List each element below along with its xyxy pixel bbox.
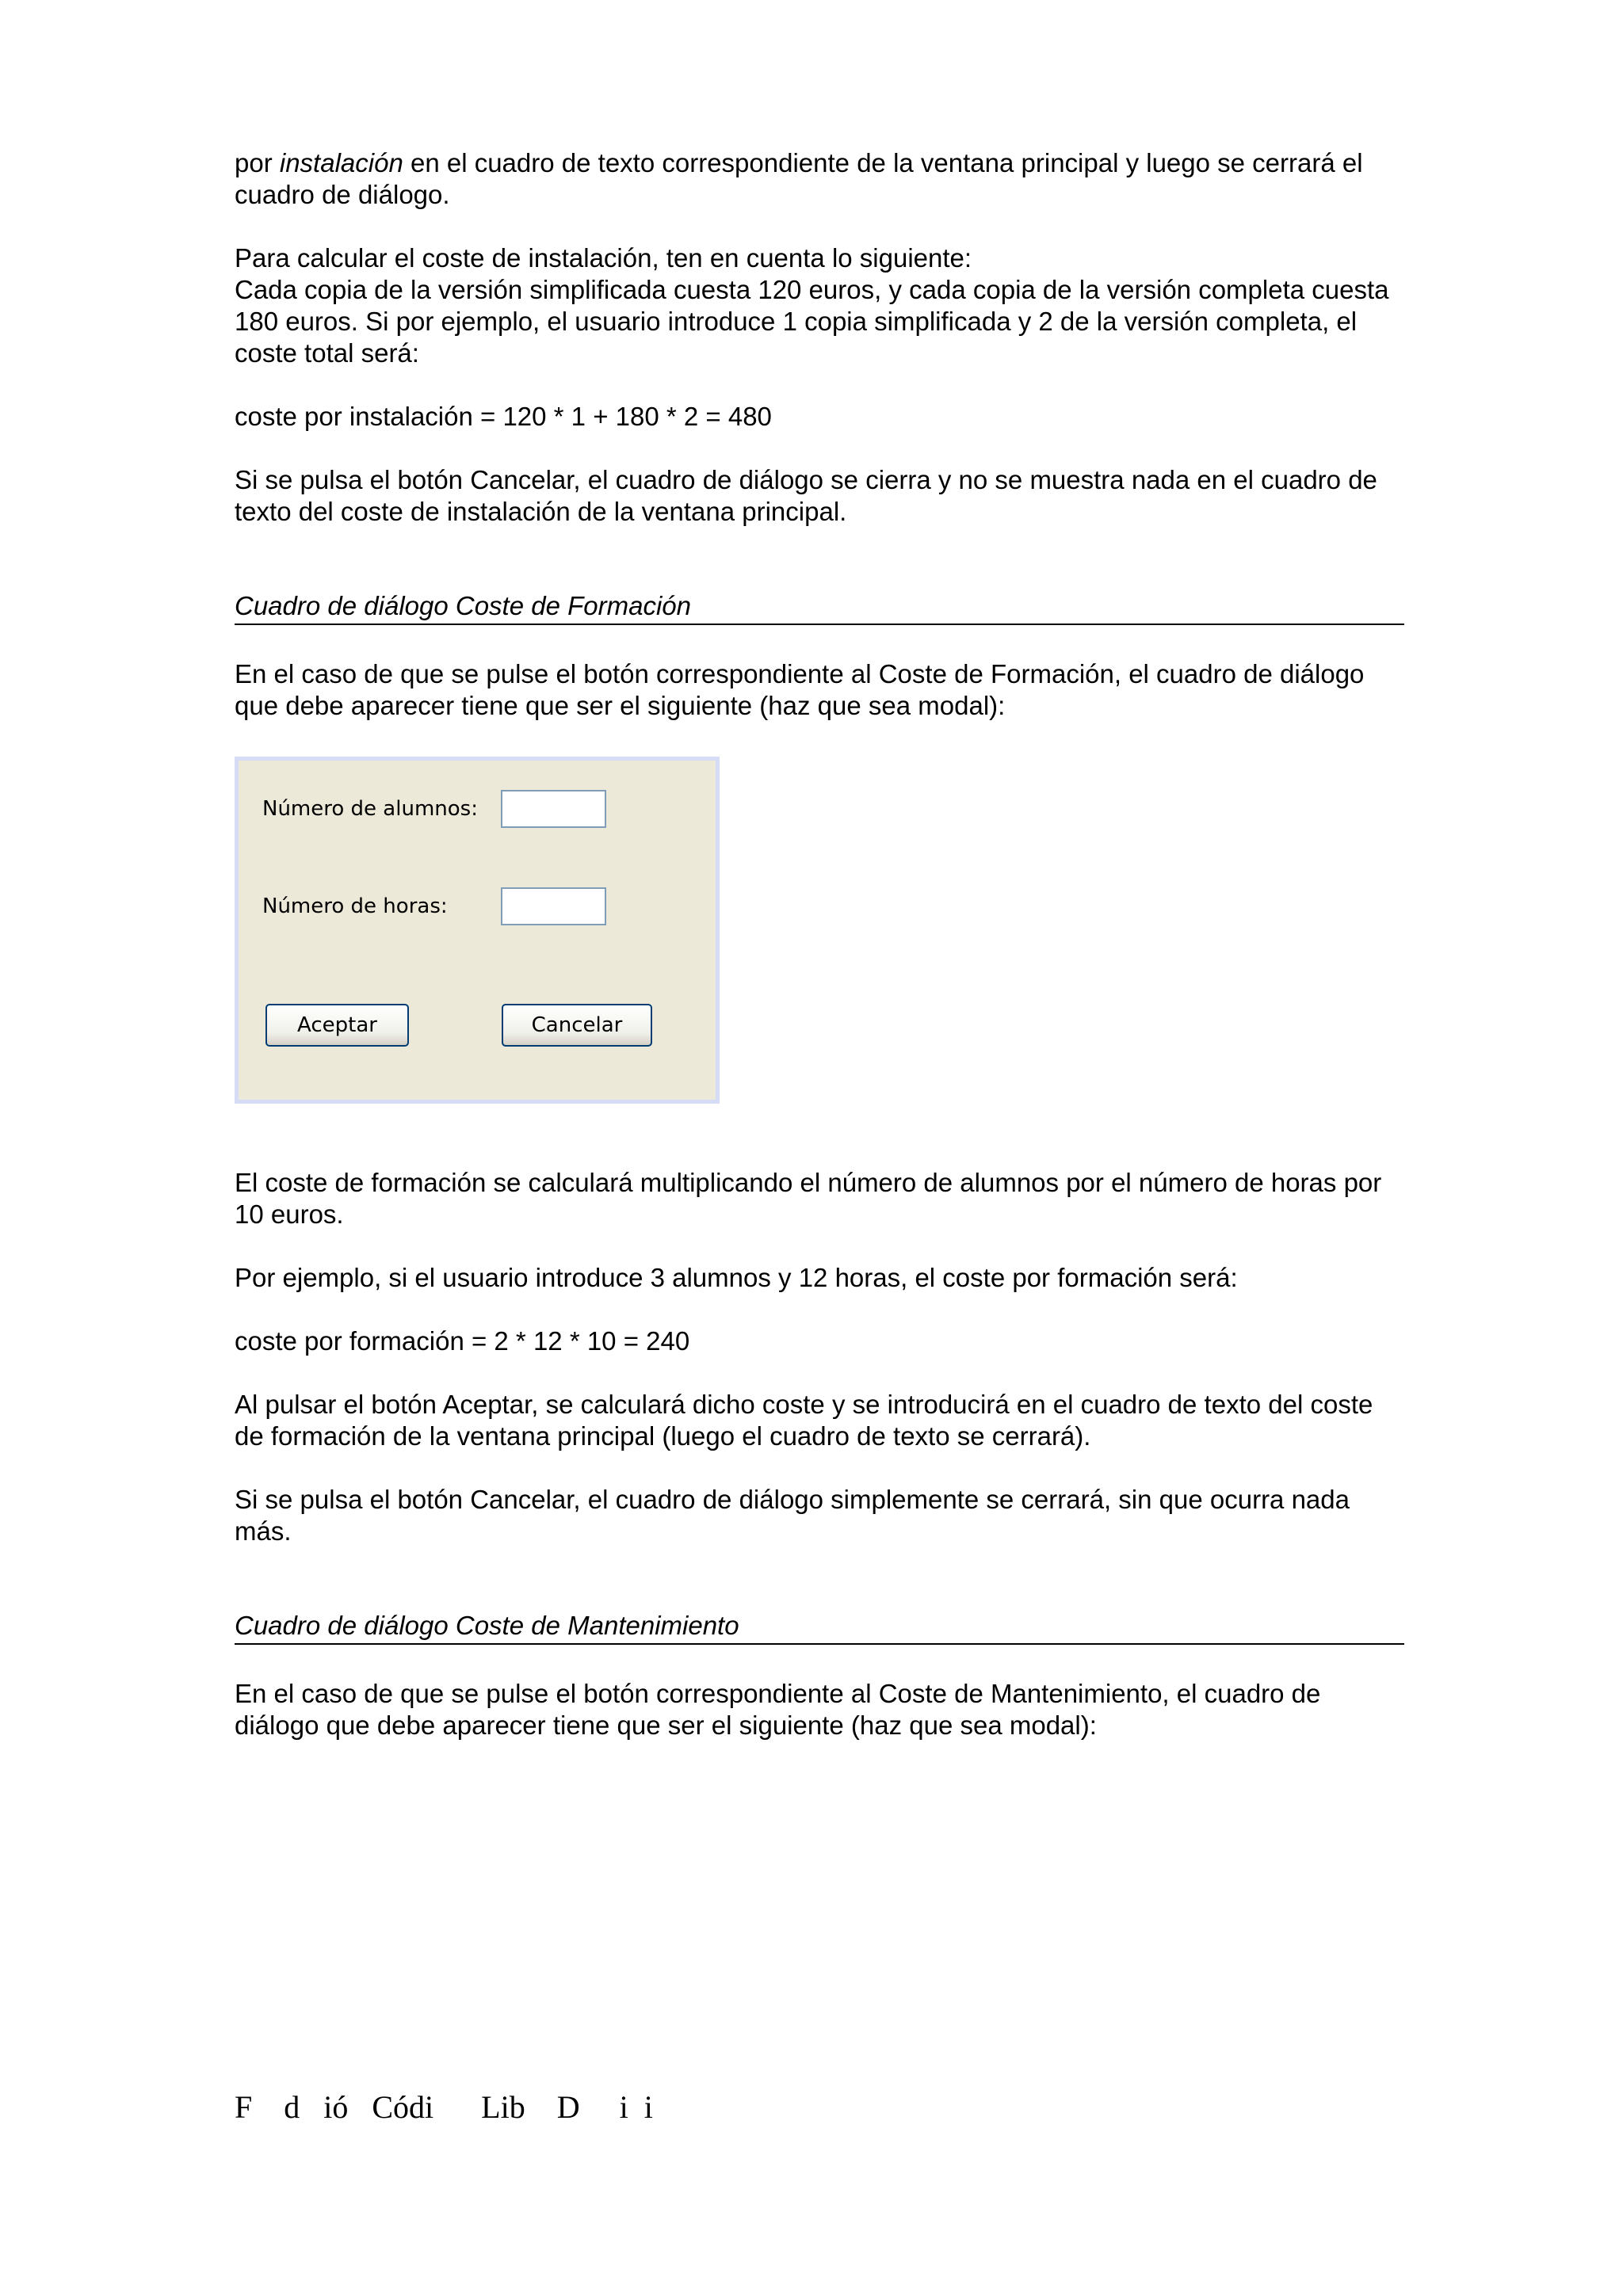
cancel-button[interactable]: Cancelar [502,1004,652,1047]
formula-installation: coste por instalación = 120 * 1 + 180 * 2 = 480 [235,402,772,431]
alumnos-label: Número de alumnos: [262,797,478,821]
emphasis-installation: instalación [279,148,403,177]
alumnos-input[interactable] [501,790,606,828]
accept-button[interactable]: Aceptar [265,1004,409,1047]
paragraph-installation-cost-end [235,147,1407,211]
paragraph-mantenimiento-intro: En el caso de que se pulse el botón correspondiente al Coste de Mantenimiento, el cuadro de diálogo que debe aparecer tiene que ser el siguiente (haz que sea modal): [235,1679,1321,1740]
dialog-screenshot-formacion [235,757,720,1104]
horas-input[interactable] [501,887,606,925]
text-line: Cada copia de la versión simplificada cuesta 120 euros, y cada copia de la versión completa cuesta 180 euros. Si por ejemplo, el usuario introduce 1 copia simplificada y 2 de la versión completa, el coste total será: [235,275,1389,368]
text-run: por [235,148,280,177]
section-heading-mantenimiento: Cuadro de diálogo Coste de Mantenimiento [235,1610,1404,1645]
section-heading-formacion: Cuadro de diálogo Coste de Formación [235,590,1404,625]
text-line: Para calcular el coste de instalación, ten en cuenta lo siguiente: [235,243,972,273]
paragraph-formacion-example: Por ejemplo, si el usuario introduce 3 alumnos y 12 horas, el coste por formación será: [235,1263,1238,1292]
paragraph-formacion-cancel: Si se pulsa el botón Cancelar, el cuadro de diálogo simplemente se cerrará, sin que ocurra nada más. [235,1485,1350,1546]
text-run: en el cuadro de texto correspondiente de la ventana principal y luego se cerrará el cuadro de diálogo. [235,148,1363,209]
paragraph-formacion-accept: Al pulsar el botón Aceptar, se calculará dicho coste y se introducirá en el cuadro de texto del coste de formación de la ventana principal (luego el cuadro de texto se cerrará). [235,1390,1373,1451]
paragraph-installation-cancel: Si se pulsa el botón Cancelar, el cuadro de diálogo se cierra y no se muestra nada en el cuadro de texto del coste de instalación de la ventana principal. [235,465,1377,526]
page-footer: F d ió Códi Lib D i i [235,2089,653,2125]
paragraph-formacion-intro: En el caso de que se pulse el botón correspondiente al Coste de Formación, el cuadro de diálogo que debe aparecer tiene que ser el siguiente (haz que sea modal): [235,659,1365,720]
horas-label: Número de horas: [262,894,448,918]
paragraph-installation-rules [235,242,1407,369]
paragraph-formacion-calc: El coste de formación se calculará multiplicando el número de alumnos por el número de horas por 10 euros. [235,1168,1382,1229]
formula-formacion: coste por formación = 2 * 12 * 10 = 240 [235,1326,690,1356]
